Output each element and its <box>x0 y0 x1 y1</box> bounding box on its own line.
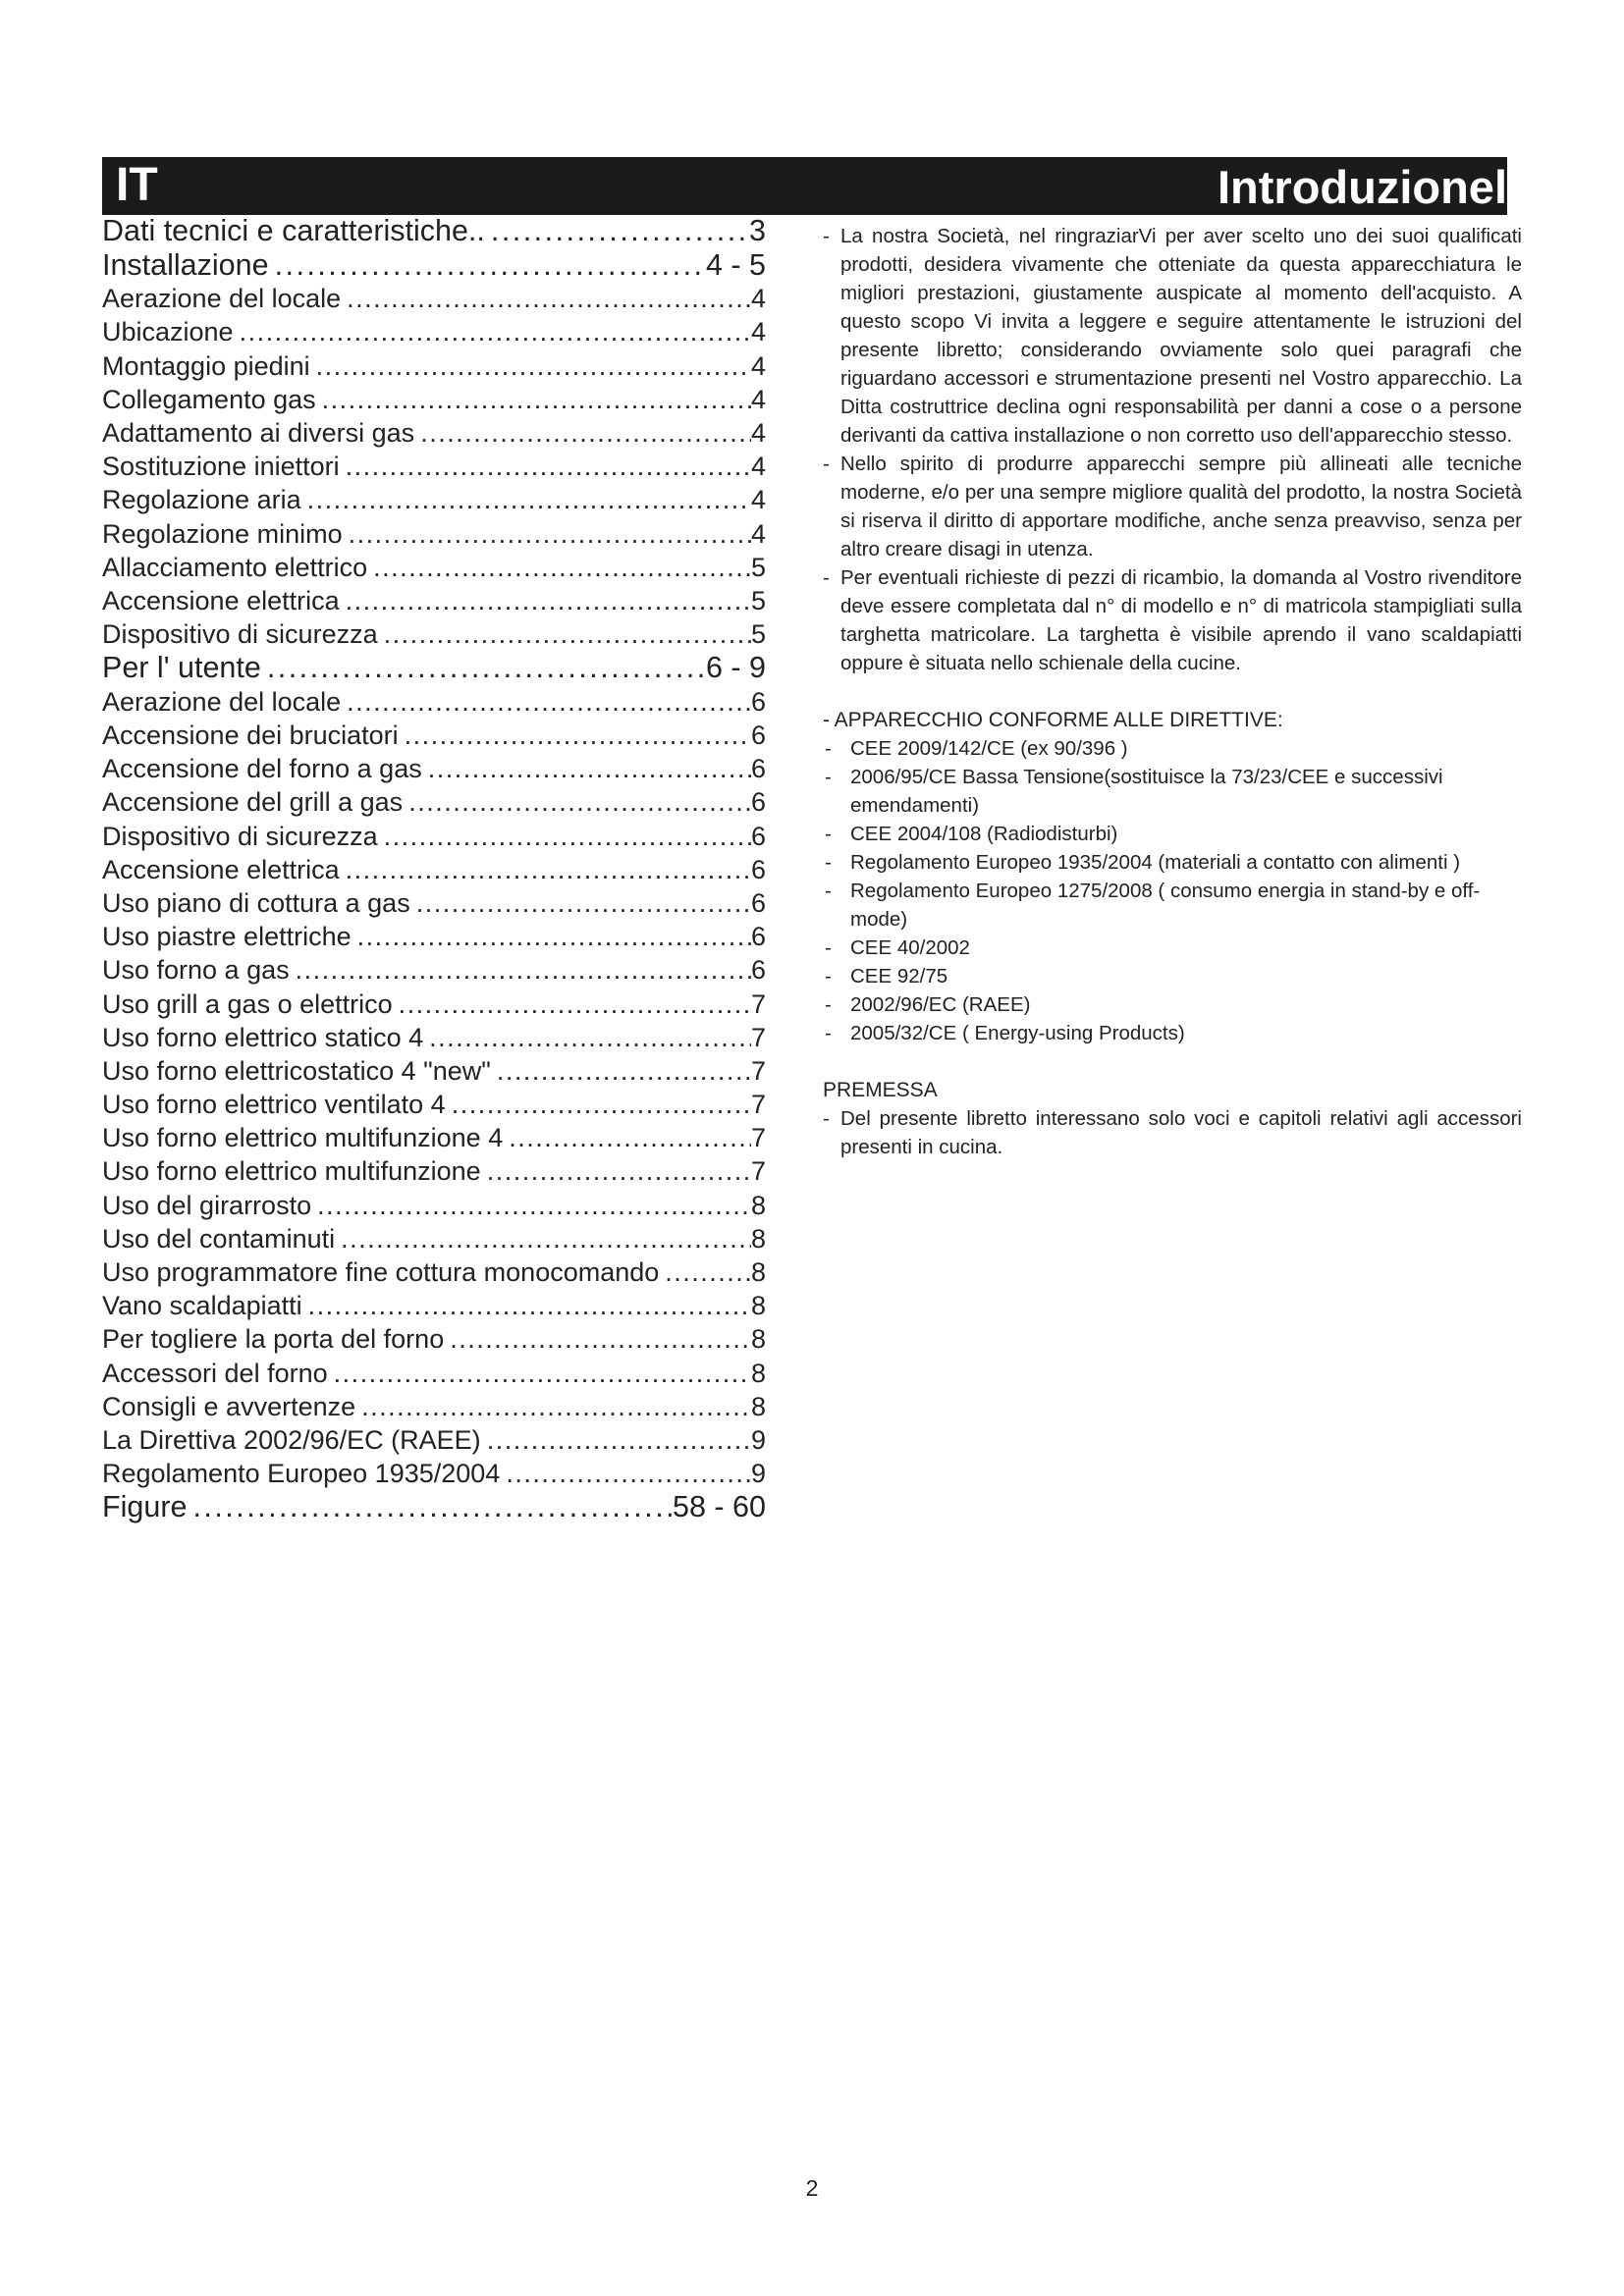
premessa-title: PREMESSA <box>823 1079 938 1101</box>
toc-entry-page: 8 <box>750 1391 766 1421</box>
table-of-contents <box>102 214 766 1524</box>
toc-entry-label: Accensione elettrica <box>102 854 340 884</box>
directive-text: CEE 2004/108 (Radiodisturbi) <box>850 823 1118 845</box>
toc-entry-page: 6 <box>750 787 766 818</box>
toc-entry-label: Montaggio piedini <box>102 350 310 381</box>
intro-paragraph <box>823 563 1522 677</box>
toc-entry <box>102 685 766 719</box>
toc-entry-label: Uso grill a gas o elettrico <box>102 988 393 1019</box>
intro-paragraph-text: Nello spirito di produrre apparecchi sempre più allineati alle tecniche moderne, e/o per una sempre migliore qualità del prodotto, la nostra Società si riserva il diritto di apportare modifiche, anche senza preavviso, senza per altro creare disagi in utenza. <box>840 453 1522 561</box>
toc-entry-page: 9 <box>750 1459 766 1489</box>
toc-entry-label: Accessori del forno <box>102 1358 328 1388</box>
toc-entry-page: 6 <box>750 686 766 717</box>
toc-entry <box>102 1423 766 1457</box>
toc-leader-dots <box>328 1357 751 1390</box>
toc-entry-label: Per togliere la porta del forno <box>102 1324 445 1355</box>
dash-marker: - <box>825 766 832 788</box>
toc-entry-label: Uso programmatore fine cottura monocomando <box>102 1257 660 1288</box>
intro-paragraph <box>823 222 1522 450</box>
toc-leader-dots <box>355 1390 751 1423</box>
premessa-paragraph <box>823 1104 1522 1161</box>
intro-paragraph-text: La nostra Società, nel ringraziarVi per aver scelto uno dei suoi qualificati prodotti, desidera vivamente che otteniate da questa apparecchiatura le migliori prestazioni, giustamente auspicate al momento dell'acquisto. A questo scopo Vi invita a leggere e seguire attentamente le istruzioni del presente libretto; considerando ovviamente solo quei paragrafi che riguardano accessori e strumentazione presenti nel Vostro apparecchio. La Ditta costruttrice declina ogni responsabilità per danni a cose o a persone derivanti da cattiva installazione o non corretto uso dell'apparecchio stesso. <box>840 225 1522 447</box>
toc-entry <box>102 988 766 1021</box>
intro-paragraph-text: Per eventuali richieste di pezzi di ricambio, la domanda al Vostro rivenditore deve essere completata dal n° di modello e n° di matricola stampigliati sulla targhetta matricolare. La targhetta è visibile aprendo il vano scaldapiatti oppure è situata nello schienale della cucine. <box>840 566 1522 674</box>
toc-entry <box>102 853 766 886</box>
directive-text: Regolamento Europeo 1275/2008 ( consumo energia in stand-by e off-mode) <box>850 880 1481 931</box>
toc-entry-label: Vano scaldapiatti <box>102 1291 302 1321</box>
toc-entry <box>102 483 766 516</box>
directives-title: - APPARECCHIO CONFORME ALLE DIRETTIVE: <box>823 709 1283 731</box>
toc-entry-page: 8 <box>750 1291 766 1321</box>
toc-entry-label: Uso del girarrosto <box>102 1190 312 1220</box>
toc-entry <box>102 886 766 920</box>
toc-entry-label: Uso forno elettricostatico 4 "new" <box>102 1055 491 1086</box>
toc-entry <box>102 450 766 483</box>
toc-entry-label: Consigli e avvertenze <box>102 1391 356 1421</box>
directive-text: CEE 40/2002 <box>850 936 970 959</box>
toc-leader-dots <box>367 551 751 584</box>
toc-entry-page: 7 <box>750 1156 766 1187</box>
toc-entry <box>102 1322 766 1356</box>
directive-item <box>823 934 1522 962</box>
toc-leader-dots <box>446 1088 751 1121</box>
toc-leader-dots <box>422 752 751 785</box>
toc-entry <box>102 1222 766 1255</box>
dash-marker: - <box>825 737 832 760</box>
toc-leader-dots <box>481 1154 751 1188</box>
toc-entry-page: 8 <box>750 1358 766 1388</box>
toc-entry <box>102 248 766 283</box>
toc-leader-dots <box>378 617 751 651</box>
toc-leader-dots <box>290 953 751 987</box>
toc-leader-dots <box>261 651 706 685</box>
directive-item <box>823 877 1522 934</box>
section-title: Introduzionel <box>1217 161 1507 213</box>
toc-entry-page: 7 <box>750 1090 766 1120</box>
toc-entry-page: 5 <box>750 585 766 615</box>
toc-entry-label: Uso piano di cottura a gas <box>102 887 410 918</box>
toc-entry <box>102 1457 766 1490</box>
toc-leader-dots <box>414 416 751 450</box>
toc-entry <box>102 282 766 315</box>
dash-marker: - <box>825 936 832 959</box>
toc-entry <box>102 1357 766 1390</box>
toc-leader-dots <box>393 988 751 1021</box>
dash-marker: - <box>823 453 830 475</box>
toc-entry <box>102 1255 766 1289</box>
toc-entry <box>102 551 766 584</box>
toc-entry-page: 4 <box>750 317 766 347</box>
toc-leader-dots <box>491 1054 751 1088</box>
toc-entry-label: Regolamento Europeo 1935/2004 <box>102 1459 501 1489</box>
toc-entry-page: 5 <box>750 552 766 582</box>
toc-entry <box>102 1390 766 1423</box>
toc-entry <box>102 785 766 819</box>
toc-entry-page: 8 <box>750 1190 766 1220</box>
toc-entry <box>102 651 766 685</box>
dash-marker: - <box>825 823 832 845</box>
toc-entry-page: 4 <box>750 350 766 381</box>
toc-entry <box>102 820 766 853</box>
toc-entry-label: Uso del contaminuti <box>102 1223 336 1254</box>
toc-leader-dots <box>311 1189 751 1222</box>
toc-entry-page: 8 <box>750 1223 766 1254</box>
toc-entry-label: Aerazione del locale <box>102 284 342 314</box>
toc-leader-dots <box>310 349 751 383</box>
toc-entry <box>102 584 766 617</box>
directive-text: 2006/95/CE Bassa Tensione(sostituisce la 73/23/CEE e successivi emendamenti) <box>850 766 1443 817</box>
toc-entry-page: 4 <box>750 452 766 482</box>
toc-entry-page: 6 <box>750 754 766 784</box>
toc-entry-label: Adattamento ai diversi gas <box>102 417 415 448</box>
toc-entry-page: 4 <box>750 384 766 414</box>
toc-entry-label: Accensione del grill a gas <box>102 787 404 818</box>
toc-entry-page: 6 - 9 <box>705 651 766 685</box>
toc-entry <box>102 517 766 551</box>
toc-entry-label: Dati tecnici e caratteristiche.. <box>102 214 485 247</box>
toc-entry <box>102 1054 766 1088</box>
toc-entry-page: 7 <box>750 1055 766 1086</box>
toc-leader-dots <box>352 920 751 953</box>
directive-item <box>823 1019 1522 1047</box>
toc-leader-dots <box>444 1322 751 1356</box>
directive-text: CEE 92/75 <box>850 965 948 988</box>
toc-entry <box>102 383 766 416</box>
directive-item <box>823 763 1522 820</box>
toc-entry-page: 7 <box>750 1123 766 1153</box>
toc-leader-dots <box>399 719 751 752</box>
toc-entry <box>102 1121 766 1154</box>
toc-entry-label: Allacciamento elettrico <box>102 552 368 582</box>
toc-entry-page: 4 <box>750 485 766 515</box>
toc-entry-label: Uso piastre elettriche <box>102 922 352 952</box>
toc-entry-label: Collegamento gas <box>102 384 316 414</box>
toc-entry <box>102 1189 766 1222</box>
intro-paragraph <box>823 450 1522 563</box>
toc-leader-dots <box>659 1255 751 1289</box>
toc-leader-dots <box>481 1423 751 1457</box>
toc-entry-page: 6 <box>750 955 766 986</box>
dash-marker: - <box>823 1107 830 1130</box>
toc-leader-dots <box>234 315 751 348</box>
toc-entry-page: 6 <box>750 854 766 884</box>
toc-entry-label: Uso forno elettrico multifunzione 4 <box>102 1123 504 1153</box>
toc-entry-page: 8 <box>750 1324 766 1355</box>
directives-list <box>823 734 1522 1047</box>
language-code: IT <box>116 159 158 211</box>
toc-entry <box>102 920 766 953</box>
toc-entry <box>102 214 766 248</box>
toc-leader-dots <box>340 853 751 886</box>
toc-entry-page: 7 <box>750 1022 766 1052</box>
toc-entry-label: Regolazione minimo <box>102 518 343 549</box>
toc-leader-dots <box>423 1021 751 1054</box>
directive-text: 2002/96/EC (RAEE) <box>850 993 1031 1016</box>
directive-item <box>823 848 1522 877</box>
dash-marker: - <box>825 965 832 988</box>
toc-entry <box>102 1154 766 1188</box>
toc-entry-label: Accensione del forno a gas <box>102 754 422 784</box>
directive-item <box>823 990 1522 1019</box>
toc-entry-page: 9 <box>750 1424 766 1455</box>
toc-entry-page: 6 <box>750 922 766 952</box>
toc-entry-label: Aerazione del locale <box>102 686 342 717</box>
toc-entry-label: Figure <box>102 1490 188 1524</box>
toc-entry <box>102 1289 766 1322</box>
toc-entry <box>102 752 766 785</box>
directive-text: CEE 2009/142/CE (ex 90/396 ) <box>850 737 1128 760</box>
toc-leader-dots <box>340 450 751 483</box>
toc-entry <box>102 617 766 651</box>
toc-leader-dots <box>335 1222 751 1255</box>
toc-entry-label: La Direttiva 2002/96/EC (RAEE) <box>102 1424 481 1455</box>
toc-entry-page: 4 <box>750 518 766 549</box>
toc-entry-label: Dispositivo di sicurezza <box>102 619 378 650</box>
toc-entry-label: Uso forno elettrico statico 4 <box>102 1022 424 1052</box>
toc-entry-label: Per l' utente <box>102 651 261 685</box>
dash-marker: - <box>825 993 832 1016</box>
toc-entry-label: Accensione elettrica <box>102 585 340 615</box>
toc-entry-page: 7 <box>750 988 766 1019</box>
toc-leader-dots <box>485 214 749 248</box>
toc-entry-label: Installazione <box>102 247 269 282</box>
toc-entry-label: Uso forno a gas <box>102 955 290 986</box>
toc-entry <box>102 719 766 752</box>
toc-entry <box>102 349 766 383</box>
toc-entry-page: 4 - 5 <box>705 247 766 282</box>
directive-text: Regolamento Europeo 1935/2004 (materiali a contatto con alimenti ) <box>850 851 1461 874</box>
directive-text: 2005/32/CE ( Energy-using Products) <box>850 1022 1185 1044</box>
toc-entry <box>102 315 766 348</box>
dash-marker: - <box>825 851 832 874</box>
toc-entry <box>102 953 766 987</box>
toc-entry-page: 4 <box>750 417 766 448</box>
toc-leader-dots <box>341 685 751 719</box>
toc-entry-page: 6 <box>750 821 766 851</box>
premessa-text: Del presente libretto interessano solo voci e capitoli relativi agli accessori presenti in cucina. <box>840 1107 1522 1158</box>
toc-entry <box>102 416 766 450</box>
toc-leader-dots <box>269 248 706 283</box>
toc-entry-label: Ubicazione <box>102 317 234 347</box>
directive-item <box>823 962 1522 990</box>
directive-item <box>823 734 1522 763</box>
toc-entry-label: Regolazione aria <box>102 485 301 515</box>
toc-entry-label: Dispositivo di sicurezza <box>102 821 378 851</box>
toc-leader-dots <box>340 584 751 617</box>
toc-leader-dots <box>343 517 751 551</box>
toc-leader-dots <box>301 483 751 516</box>
intro-column <box>823 222 1522 1161</box>
toc-entry-page: 6 <box>750 887 766 918</box>
toc-leader-dots <box>187 1490 673 1524</box>
toc-entry <box>102 1490 766 1524</box>
toc-entry <box>102 1088 766 1121</box>
directive-item <box>823 820 1522 848</box>
toc-leader-dots <box>316 383 751 416</box>
toc-leader-dots <box>503 1121 751 1154</box>
dash-marker: - <box>825 1022 832 1044</box>
toc-entry-label: Uso forno elettrico ventilato 4 <box>102 1090 446 1120</box>
dash-marker: - <box>823 225 830 247</box>
toc-entry-label: Uso forno elettrico multifunzione <box>102 1156 481 1187</box>
toc-entry <box>102 1021 766 1054</box>
dash-marker: - <box>825 880 832 902</box>
section-banner <box>102 157 1507 215</box>
toc-leader-dots <box>403 785 751 819</box>
dash-marker: - <box>823 566 830 589</box>
toc-entry-page: 58 - 60 <box>673 1490 766 1524</box>
toc-leader-dots <box>500 1457 751 1490</box>
toc-leader-dots <box>410 886 751 920</box>
toc-entry-page: 4 <box>750 284 766 314</box>
toc-leader-dots <box>341 282 751 315</box>
page-number: 2 <box>805 2175 819 2201</box>
toc-leader-dots <box>378 820 751 853</box>
toc-entry-label: Sostituzione iniettori <box>102 452 340 482</box>
toc-leader-dots <box>302 1289 751 1322</box>
toc-entry-label: Accensione dei bruciatori <box>102 721 399 751</box>
toc-entry-page: 6 <box>750 721 766 751</box>
toc-entry-page: 3 <box>749 214 766 247</box>
toc-entry-page: 5 <box>750 619 766 650</box>
toc-entry-page: 8 <box>750 1257 766 1288</box>
